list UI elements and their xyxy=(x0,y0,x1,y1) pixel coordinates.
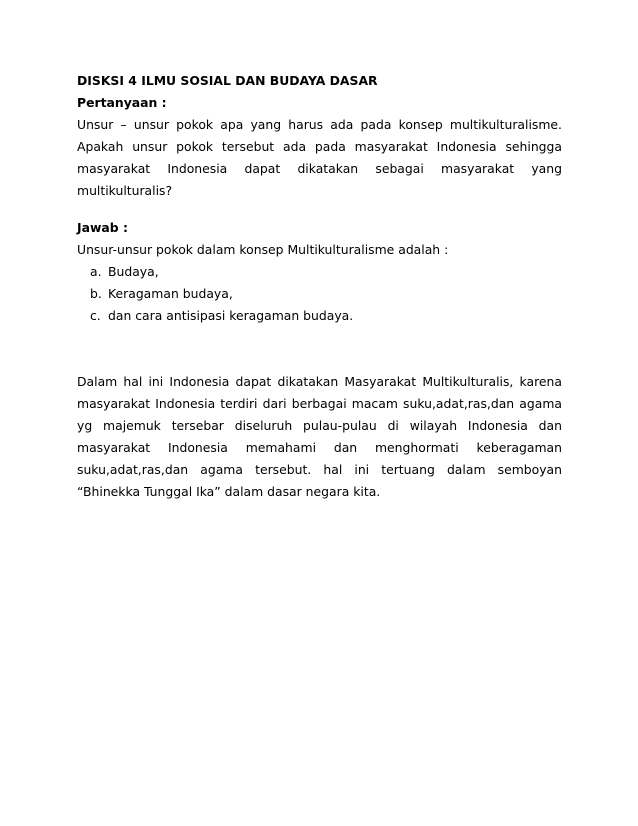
spacer xyxy=(77,202,562,217)
answer-list xyxy=(77,261,562,327)
list-marker: a. xyxy=(90,264,102,279)
list-marker: c. xyxy=(90,308,101,323)
list-item xyxy=(77,305,562,327)
document-page xyxy=(77,70,562,503)
spacer xyxy=(77,327,562,371)
document-title: DISKSI 4 ILMU SOSIAL DAN BUDAYA DASAR xyxy=(77,73,378,88)
list-item-text: dan cara antisipasi keragaman budaya. xyxy=(108,308,354,323)
list-item-text: Budaya, xyxy=(108,264,159,279)
answer-intro: Unsur-unsur pokok dalam konsep Multikulturalisme adalah : xyxy=(77,242,449,257)
conclusion-paragraph: Dalam hal ini Indonesia dapat dikatakan Masyarakat Multikulturalis, karena masyarakat Indonesia terdiri dari berbagai macam suku,adat,ras,dan agama yg majemuk tersebar diseluruh pulau-pulau di wilayah Indonesia dan masyarakat Indonesia memahami dan menghormati keberagaman suku,adat,ras,dan agama tersebut. hal ini tertuang dalam semboyan “Bhinekka Tunggal Ika” dalam dasar negara kita. xyxy=(77,374,562,499)
list-item xyxy=(77,261,562,283)
list-item xyxy=(77,283,562,305)
list-item-text: Keragaman budaya, xyxy=(108,286,233,301)
question-text: Unsur – unsur pokok apa yang harus ada pada konsep multikulturalisme. Apakah unsur pokok tersebut ada pada masyarakat Indonesia sehingga masyarakat Indonesia dapat dikatakan sebagai masyarakat yang multikulturalis? xyxy=(77,117,562,198)
list-marker: b. xyxy=(90,286,102,301)
question-label: Pertanyaan : xyxy=(77,95,167,110)
answer-label: Jawab : xyxy=(77,220,128,235)
